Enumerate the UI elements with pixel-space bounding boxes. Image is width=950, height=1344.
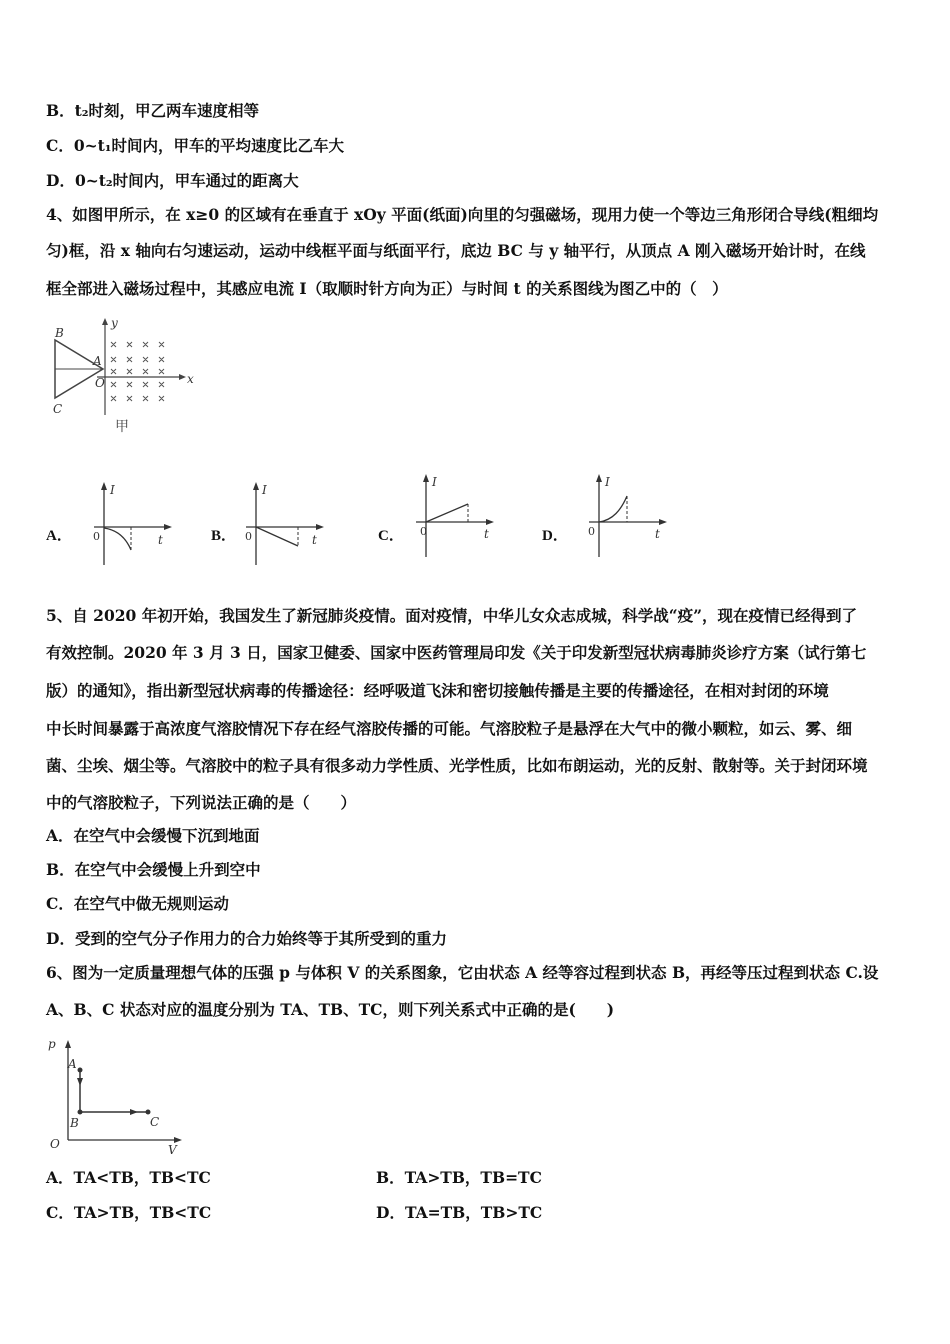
fig-caption-jia: 甲 <box>115 419 129 435</box>
q4-option-b-graph <box>240 480 330 570</box>
q6-option-d: D．TA=TB，TB>TC <box>376 1203 543 1222</box>
svg-text:t: t <box>484 527 489 541</box>
svg-text:V: V <box>168 1143 177 1155</box>
svg-text:B: B <box>70 1116 79 1130</box>
svg-text:0: 0 <box>420 525 427 538</box>
q5-stem-line5: 菌、尘埃、烟尘等。气溶胶中的粒子具有很多动力学性质、光学性质，比如布朗运动，光的反射、散射等。关于封闭环境 <box>46 756 868 775</box>
q5-option-a: A．在空气中会缓慢下沉到地面 <box>46 826 260 845</box>
q5-stem-line6: 中的气溶胶粒子，下列说法正确的是（ ） <box>46 793 357 812</box>
q4-option-a-graph <box>88 480 178 570</box>
svg-text:t: t <box>312 533 317 547</box>
q4-option-a-label: A． <box>46 528 72 544</box>
svg-text:A: A <box>68 1057 77 1071</box>
q5-option-d: D．受到的空气分子作用力的合力始终等于其所受到的重力 <box>46 929 447 948</box>
svg-text:0: 0 <box>93 530 100 543</box>
q5-option-c: C．在空气中做无规则运动 <box>46 894 229 913</box>
q6-option-b: B．TA>TB，TB=TC <box>376 1168 542 1187</box>
svg-text:O: O <box>50 1137 60 1151</box>
q4-stem-line3: 框全部进入磁场过程中，其感应电流 I（取顺时针方向为正）与时间 t 的关系图线为图乙中的（ ） <box>46 279 728 298</box>
q4-figure-jia <box>45 315 195 435</box>
q4-option-d-label: D． <box>542 528 568 544</box>
q6-stem-line1: 6、图为一定质量理想气体的压强 p 与体积 V 的关系图象，它由状态 A 经等容过程到状态 B，再经等压过程到状态 C.设 <box>46 963 879 982</box>
q5-stem-line3: 版）的通知》，指出新型冠状病毒的传播途径：经呼吸道飞沫和密切接触传播是主要的传播途径，在相对封闭的环境 <box>46 681 829 700</box>
q4-option-b-label: B． <box>211 528 237 544</box>
svg-text:p: p <box>48 1037 56 1051</box>
fig-label-a: A <box>93 354 102 368</box>
svg-text:I: I <box>110 483 115 497</box>
fig-label-y: y <box>111 316 118 330</box>
q4-option-d-graph <box>583 472 673 562</box>
q4-option-c-label: C． <box>378 528 404 544</box>
q5-stem-line2: 有效控制。2020 年 3 月 3 日，国家卫健委、国家中医药管理局印发《关于印发新型冠状病毒肺炎诊疗方案（试行第七 <box>46 643 867 662</box>
q6-option-a: A．TA<TB，TB<TC <box>46 1168 211 1187</box>
fig-label-x: x <box>187 372 194 386</box>
q6-pv-figure <box>40 1030 190 1155</box>
q3-option-b: B．t₂时刻，甲乙两车速度相等 <box>46 101 260 120</box>
q5-stem-line1: 5、自 2020 年初开始，我国发生了新冠肺炎疫情。面对疫情，中华儿女众志成城，科学战“疫”，现在疫情已经得到了 <box>46 606 858 625</box>
svg-text:t: t <box>655 527 660 541</box>
q6-option-c: C．TA>TB，TB<TC <box>46 1203 212 1222</box>
q3-option-d: D．0~t₂时间内，甲车通过的距离大 <box>46 171 299 190</box>
q5-option-b: B．在空气中会缓慢上升到空中 <box>46 860 261 879</box>
q3-option-c: C．0~t₁时间内，甲车的平均速度比乙车大 <box>46 136 345 155</box>
svg-text:I: I <box>432 475 437 489</box>
svg-text:0: 0 <box>245 530 252 543</box>
fig-label-c: C <box>53 402 63 416</box>
q4-stem-line2: 匀)框，沿 x 轴向右匀速运动，运动中线框平面与纸面平行，底边 BC 与 y 轴平行，从顶点 A 刚入磁场开始计时，在线 <box>46 241 866 260</box>
fig-label-o: O <box>95 376 105 390</box>
svg-text:0: 0 <box>588 525 595 538</box>
q4-stem-line1: 4、如图甲所示，在 x≥0 的区域有在垂直于 xOy 平面(纸面)向里的匀强磁场，现用力使一个等边三角形闭合导线(粗细均 <box>46 205 879 224</box>
q6-stem-line2: A、B、C 状态对应的温度分别为 TA、TB、TC，则下列关系式中正确的是( ) <box>46 1000 615 1019</box>
svg-text:I: I <box>262 483 267 497</box>
svg-text:t: t <box>158 533 163 547</box>
q4-option-c-graph <box>410 472 500 562</box>
svg-text:I: I <box>605 475 610 489</box>
svg-text:C: C <box>150 1115 160 1129</box>
fig-label-b: B <box>55 326 64 340</box>
q5-stem-line4: 中长时间暴露于高浓度气溶胶情况下存在经气溶胶传播的可能。气溶胶粒子是悬浮在大气中的微小颗粒，如云、雾、细 <box>46 719 853 738</box>
magnetic-field-crosses <box>111 342 164 401</box>
